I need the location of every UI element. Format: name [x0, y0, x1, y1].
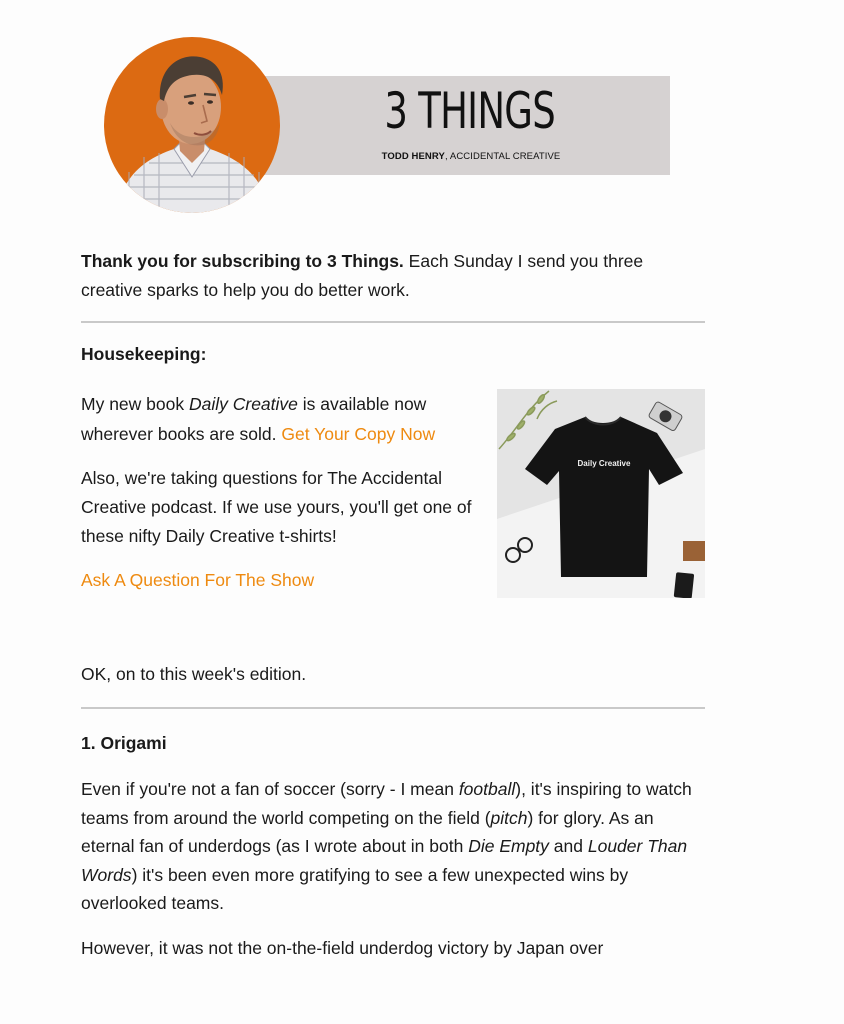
- item1-paragraph: [81, 775, 705, 918]
- shirt-print-text: Daily Creative: [577, 459, 631, 468]
- book-pre: My new book: [81, 394, 189, 414]
- get-your-copy-link[interactable]: Get Your Copy Now: [281, 424, 436, 444]
- book-title: Daily Creative: [188, 394, 298, 414]
- questions-paragraph: Also, we're taking questions for The Accidental Creative podcast. If we use yours, you'll get one of these nifty Daily Creative t-shirts!: [81, 468, 472, 546]
- item1-text-g: and: [548, 836, 588, 856]
- divider: [81, 707, 705, 709]
- book-paragraph: [81, 389, 481, 449]
- divider: [81, 321, 705, 323]
- item1-italic-football: football: [458, 779, 516, 799]
- item1-italic-die-empty: Die Empty: [468, 836, 549, 856]
- newsletter-header: [0, 0, 844, 225]
- item1-text-c: ), it's inspiring to watch teams from around the world competing on the field (: [81, 779, 692, 828]
- item1-italic-pitch: pitch: [490, 807, 528, 828]
- item1-italic-louder: Louder Than Words: [81, 836, 688, 885]
- newsletter-title: 3 THINGS: [384, 82, 555, 140]
- byline: [262, 151, 670, 162]
- book-post: is available now wherever books are sold.: [81, 394, 427, 444]
- item1-heading: 1. Origami: [81, 733, 167, 753]
- author-portrait-icon: [104, 37, 280, 213]
- transition-text: OK, on to this week's edition.: [81, 664, 307, 684]
- tshirt-image[interactable]: [497, 389, 705, 598]
- ask-question-link[interactable]: Ask A Question For The Show: [81, 570, 315, 590]
- item1-paragraph-2: However, it was not the on-the-field underdog victory by Japan over: [81, 938, 604, 958]
- intro-bold: Thank you for subscribing to 3 Things.: [81, 251, 404, 271]
- byline-brand: , ACCIDENTAL CREATIVE: [444, 151, 561, 162]
- item1-text-e: ) for glory. As an eternal fan of underdogs (as I wrote about in both: [81, 807, 654, 856]
- author-avatar: [104, 37, 280, 213]
- intro-paragraph: [81, 247, 705, 305]
- item1-text-i: ) it's been even more gratifying to see a few unexpected wins by overlooked teams.: [81, 864, 629, 913]
- title-banner: [262, 76, 670, 175]
- item1-text-a: Even if you're not a fan of soccer (sorry - I mean: [81, 779, 459, 799]
- intro-text: Each Sunday I send you three creative sparks to help you do better work.: [81, 251, 644, 300]
- author-name: TODD HENRY: [381, 151, 445, 162]
- housekeeping-heading: Housekeeping:: [81, 344, 207, 364]
- tshirt-photo-icon: [497, 389, 705, 598]
